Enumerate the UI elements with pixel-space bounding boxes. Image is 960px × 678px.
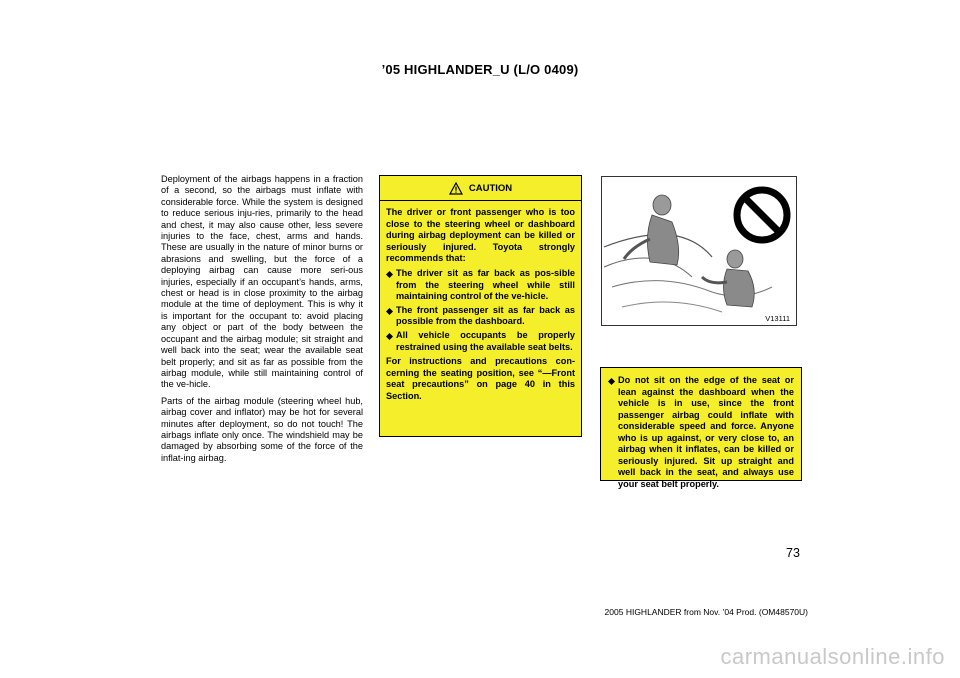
caution-bullet: The driver sit as far back as pos-sible from the steering wheel while still maintaining control of the ve-hicle.	[386, 268, 575, 303]
caution-box	[379, 175, 582, 437]
caution-bullet-list	[386, 268, 575, 353]
caution-heading: CAUTION	[468, 182, 513, 194]
body-paragraph-2: Parts of the airbag module (steering wheel hub, airbag cover and inflator) may be hot for several minutes after deployment, so do not touch! The airbags inflate only once. The windshield may be damaged by absorbing some of the force of the inflat-ing airbag.	[161, 395, 363, 463]
body-text-column	[161, 174, 363, 469]
document-header: ’05 HIGHLANDER_U (L/O 0409)	[381, 62, 579, 77]
watermark: carmanualsonline.info	[720, 644, 945, 669]
bullet-icon	[608, 378, 615, 385]
figure-label: V13111	[765, 314, 790, 323]
page-footer: 2005 HIGHLANDER from Nov. ’04 Prod. (OM48570U)	[604, 607, 808, 617]
body-paragraph-1: Deployment of the airbags happens in a fraction of a second, so the airbags must inflate with considerable force. While the system is designed to reduce serious inju-ries, primarily to the head and chest, it may also cause other, less severe injuries to the face, chest, arms and hands. These are usually in the nature of minor burns or abrasions and swelling, but the force of a deploying airbag can cause more seri-ous injuries, especially if an occupant’s hands, arms, chest or head is in close proximity to the airbag module at the time of deployment. This is why it is important for the occupant to: avoid placing any object or part of the body between the occupant and the airbag module; sit straight and well back into the seat; wear the available seat belt properly; and sit as far as possible from the airbag module, while still maintaining control of the ve-hicle.	[161, 174, 363, 390]
bullet-icon	[386, 271, 393, 278]
caution-bullet: The front passenger sit as far back as possible from the dashboard.	[386, 305, 575, 328]
seating-illustration	[601, 176, 797, 326]
bullet-icon	[386, 308, 393, 315]
caution-footer: For instructions and precautions con-cerning the seating position, see “—Front seat precautions” on page 40 in this Section.	[386, 356, 575, 401]
page-number: 73	[786, 546, 800, 560]
bullet-icon	[386, 333, 393, 340]
caution-header	[380, 176, 581, 201]
improper-seating-illustration	[602, 177, 796, 325]
seat-warning-text: Do not sit on the edge of the seat or lean against the dashboard when the vehicle is in use, since the front passenger airbag could inflate with considerable speed and force. Anyone who is up against, or very close to, an airbag when it inflates, can be killed or seriously injured. Sit up straight and well back in the seat, and always use your seat belt properly.	[618, 375, 794, 489]
caution-body	[380, 201, 581, 403]
caution-bullet: All vehicle occupants be properly restrained using the available seat belts.	[386, 330, 575, 353]
seat-warning-item	[608, 375, 794, 490]
seat-warning-box	[600, 367, 802, 489]
warning-triangle-icon	[449, 182, 463, 195]
caution-intro: The driver or front passenger who is too close to the steering wheel or dashboard during airbag deployment can be killed or seriously injured. Toyota strongly recommends that:	[386, 207, 575, 264]
